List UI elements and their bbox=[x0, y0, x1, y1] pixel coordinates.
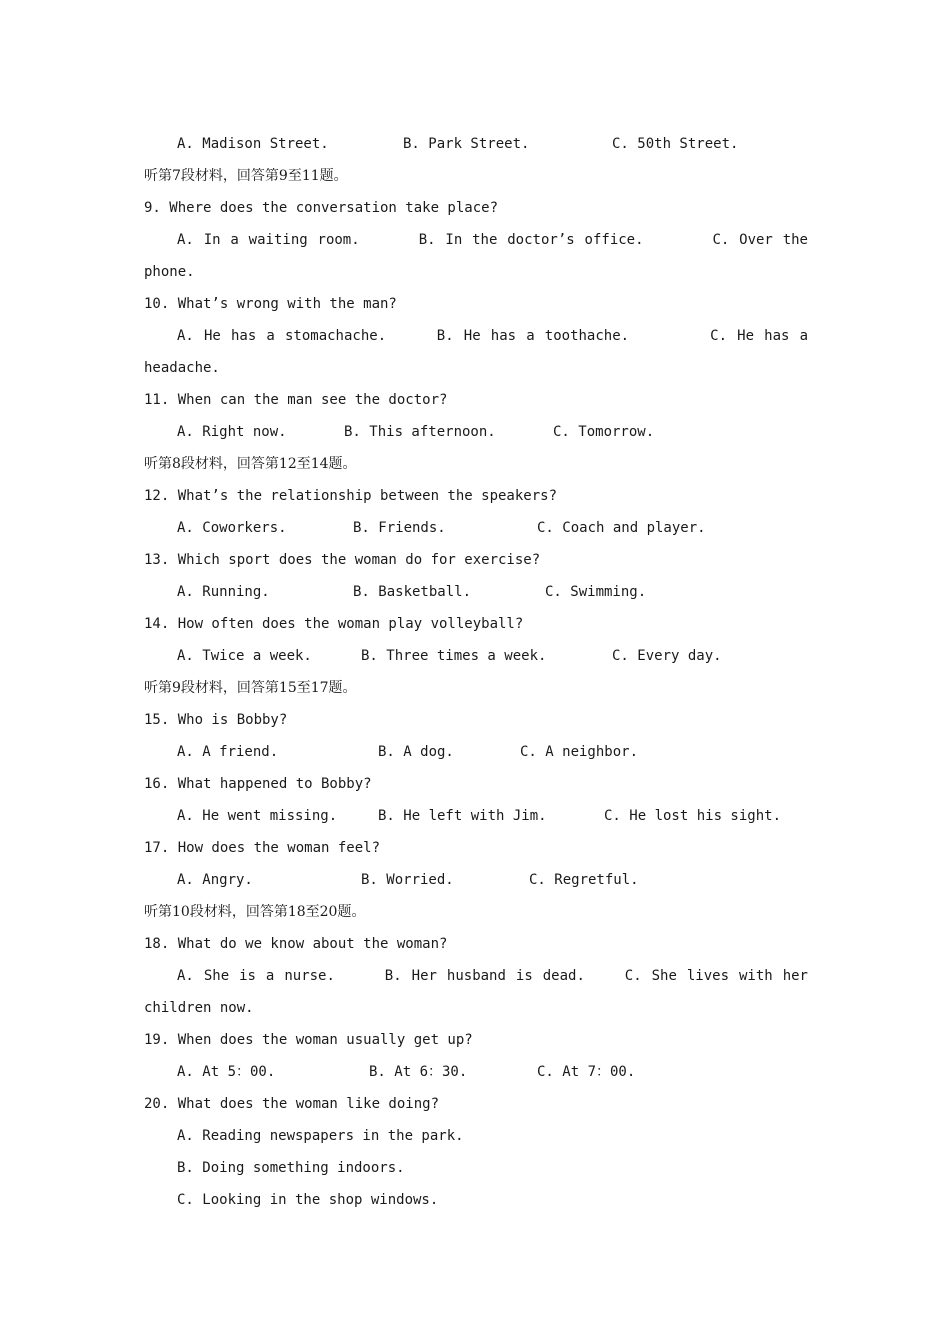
q15-option-a: A. A friend. bbox=[177, 744, 279, 760]
q16-option-c: C. He lost his sight. bbox=[604, 808, 782, 824]
q17-option-c: C. Regretful. bbox=[529, 872, 639, 888]
q16-option-a: A. He went missing. bbox=[177, 808, 338, 824]
q19-option-c: C. At 7：00. bbox=[537, 1064, 636, 1080]
q18-question: 18. What do we know about the woman? bbox=[144, 936, 448, 952]
section-10-header: 听第10段材料，回答第18至20题。 bbox=[144, 904, 366, 920]
q12-option-c: C. Coach and player. bbox=[537, 520, 706, 536]
q14-option-b: B. Three times a week. bbox=[361, 648, 547, 664]
q18-options-line2: children now. bbox=[144, 1000, 254, 1016]
q12-question: 12. What’s the relationship between the speakers? bbox=[144, 488, 558, 504]
q20-option-b: B. Doing something indoors. bbox=[177, 1160, 405, 1176]
q14-option-c: C. Every day. bbox=[612, 648, 722, 664]
section-8-header: 听第8段材料，回答第12至14题。 bbox=[144, 456, 357, 472]
q14-question: 14. How often does the woman play volleyball? bbox=[144, 616, 524, 632]
q15-option-b: B. A dog. bbox=[378, 744, 454, 760]
q20-option-a: A. Reading newspapers in the park. bbox=[177, 1128, 464, 1144]
q14-option-a: A. Twice a week. bbox=[177, 648, 312, 664]
q8-option-c: C. 50th Street. bbox=[612, 136, 739, 152]
q15-option-c: C. A neighbor. bbox=[520, 744, 639, 760]
q8-option-a: A. Madison Street. bbox=[177, 136, 329, 152]
q19-question: 19. When does the woman usually get up? bbox=[144, 1032, 473, 1048]
q19-option-b: B. At 6：30. bbox=[369, 1064, 468, 1080]
q9-question: 9. Where does the conversation take place? bbox=[144, 200, 499, 216]
q13-question: 13. Which sport does the woman do for exercise? bbox=[144, 552, 541, 568]
q13-option-b: B. Basketball. bbox=[353, 584, 472, 600]
q12-option-a: A. Coworkers. bbox=[177, 520, 287, 536]
q16-option-b: B. He left with Jim. bbox=[378, 808, 547, 824]
q10-question: 10. What’s wrong with the man? bbox=[144, 296, 397, 312]
q20-option-c: C. Looking in the shop windows. bbox=[177, 1192, 439, 1208]
q17-option-b: B. Worried. bbox=[361, 872, 454, 888]
q13-option-a: A. Running. bbox=[177, 584, 270, 600]
section-9-header: 听第9段材料，回答第15至17题。 bbox=[144, 680, 357, 696]
q12-option-b: B. Friends. bbox=[353, 520, 446, 536]
q8-option-b: B. Park Street. bbox=[403, 136, 530, 152]
q15-question: 15. Who is Bobby? bbox=[144, 712, 288, 728]
q11-option-a: A. Right now. bbox=[177, 424, 287, 440]
q9-options-line1: A. In a waiting room. B. In the doctor’s office. C. Over the bbox=[177, 232, 808, 248]
q9-options-line2: phone. bbox=[144, 264, 195, 280]
q10-options-line2: headache. bbox=[144, 360, 220, 376]
q17-option-a: A. Angry. bbox=[177, 872, 253, 888]
q20-question: 20. What does the woman like doing? bbox=[144, 1096, 440, 1112]
q11-option-c: C. Tomorrow. bbox=[553, 424, 655, 440]
q17-question: 17. How does the woman feel? bbox=[144, 840, 381, 856]
q13-option-c: C. Swimming. bbox=[545, 584, 647, 600]
section-7-header: 听第7段材料，回答第9至11题。 bbox=[144, 168, 348, 184]
q11-question: 11. When can the man see the doctor? bbox=[144, 392, 448, 408]
q10-options-line1: A. He has a stomachache. B. He has a toothache. C. He has a bbox=[177, 328, 808, 344]
q19-option-a: A. At 5：00. bbox=[177, 1064, 276, 1080]
q18-options-line1: A. She is a nurse. B. Her husband is dead. C. She lives with her bbox=[177, 968, 808, 984]
q16-question: 16. What happened to Bobby? bbox=[144, 776, 372, 792]
q11-option-b: B. This afternoon. bbox=[344, 424, 496, 440]
